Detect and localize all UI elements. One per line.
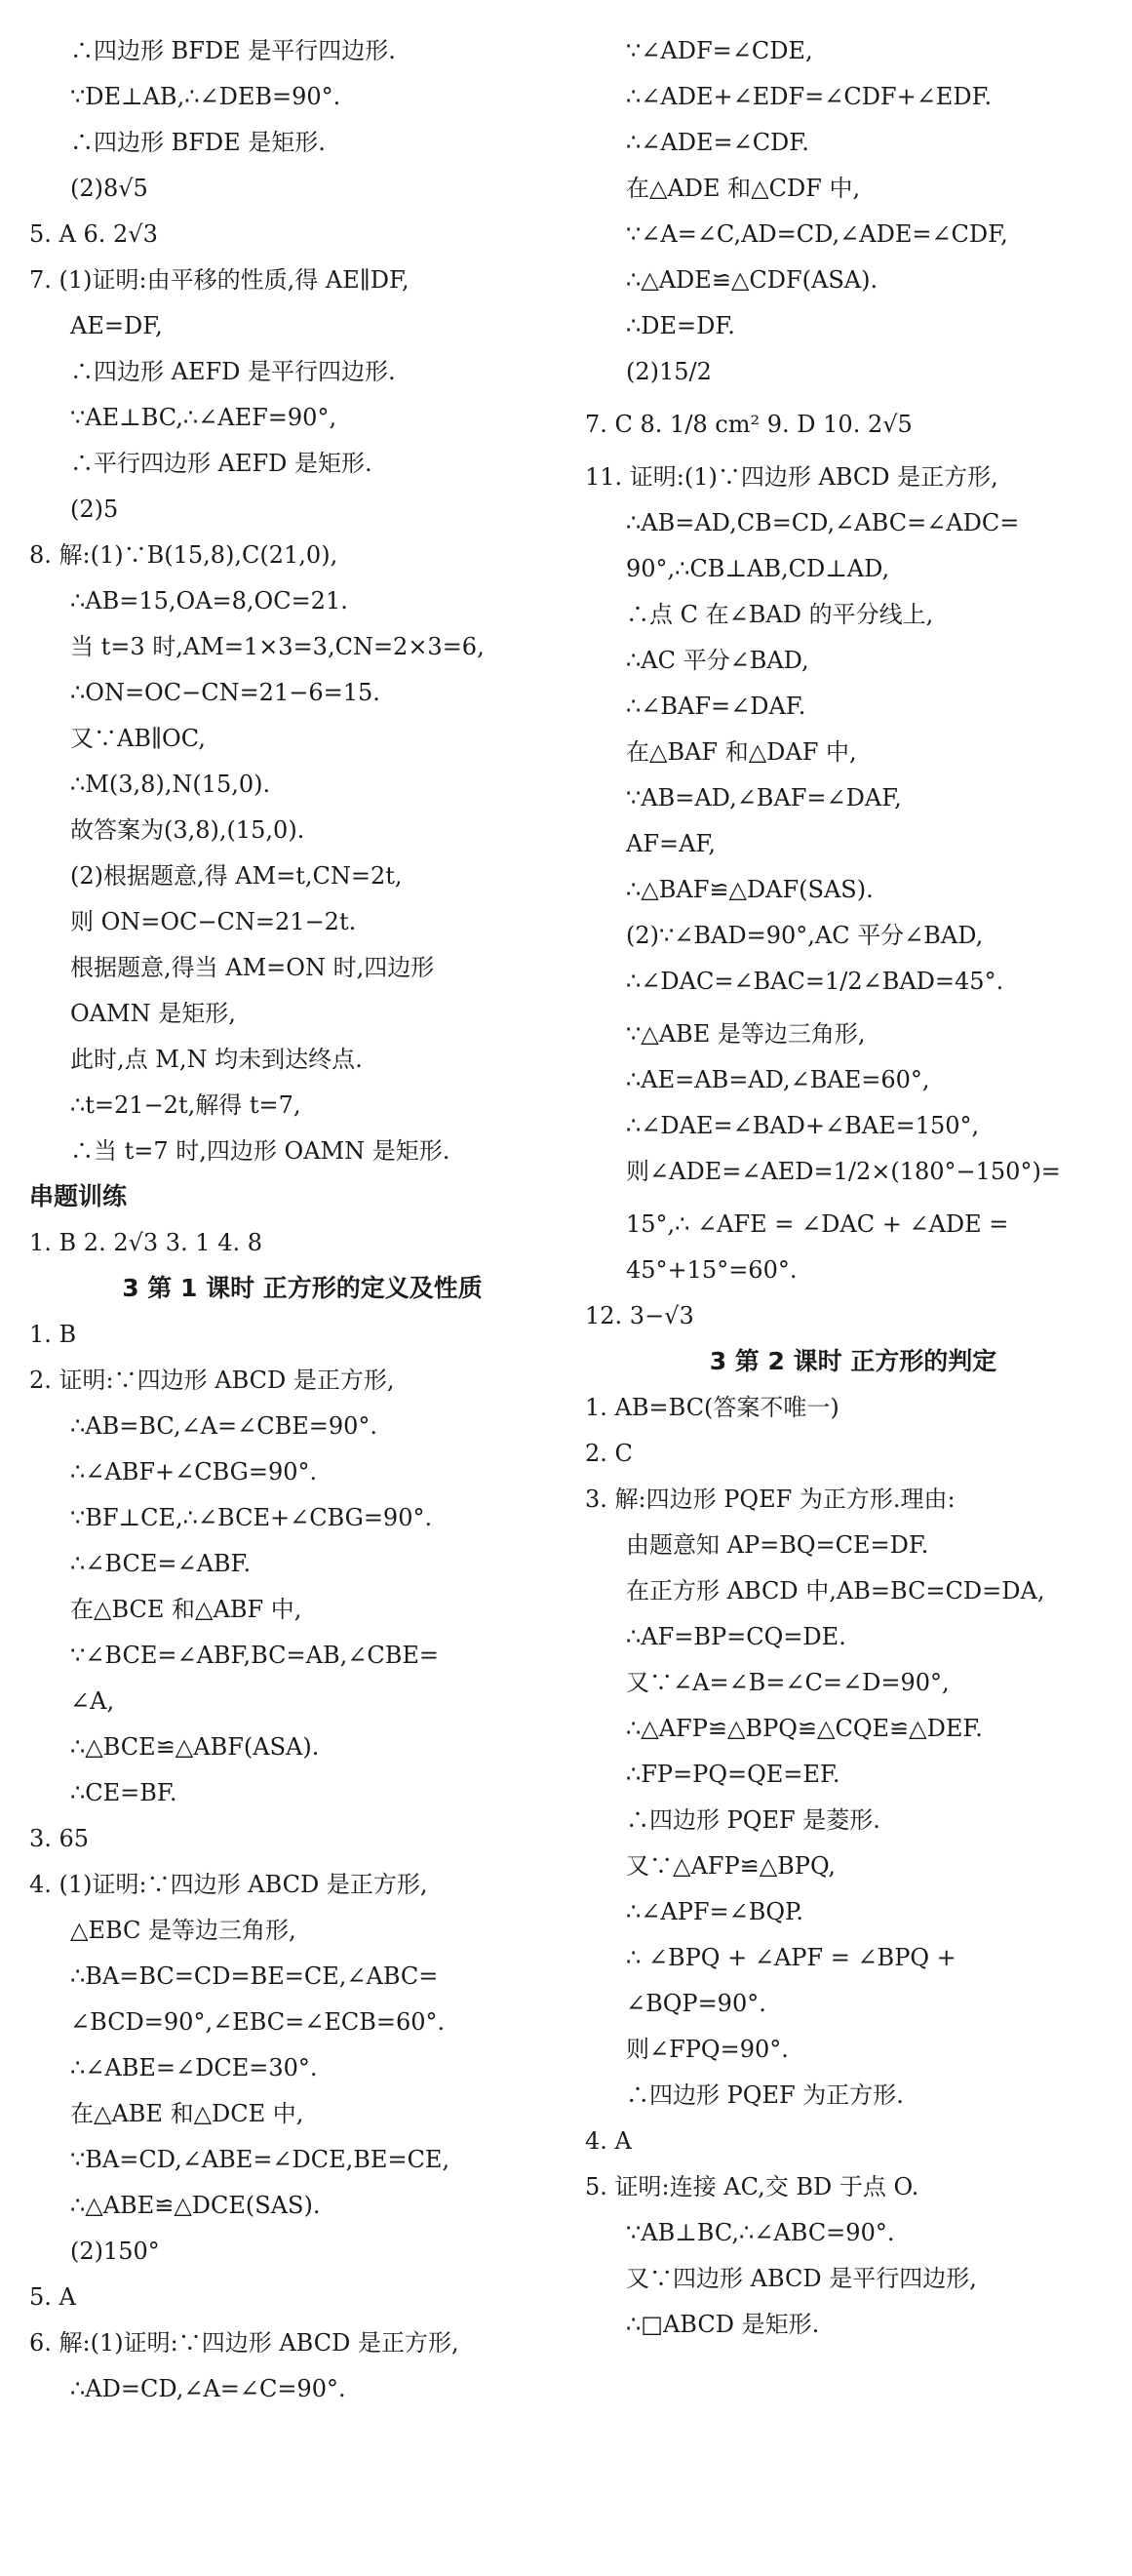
text-line: 12. 3−√3 <box>585 1302 694 1329</box>
text-line: (2)150° <box>70 2238 160 2265</box>
text-line: ∴AB=15,OA=8,OC=21. <box>70 587 348 614</box>
text-line: ∴平行四边形 AEFD 是矩形. <box>70 450 372 477</box>
text-line: 90°,∴CB⊥AB,CD⊥AD, <box>626 555 890 582</box>
text-line: 15°,∴ ∠AFE = ∠DAC + ∠ADE = <box>626 1210 1009 1238</box>
text-line: AE=DF, <box>70 312 163 339</box>
text-line: ∴∠ABE=∠DCE=30°. <box>70 2054 318 2081</box>
text-line: ∴AC 平分∠BAD, <box>626 647 809 674</box>
text-line: 4. A <box>585 2127 632 2155</box>
left-column <box>29 37 575 2421</box>
text-line: ∵AB=AD,∠BAF=∠DAF, <box>626 784 902 812</box>
text-line: 7. C 8. 1/8 cm² 9. D 10. 2√5 <box>585 411 913 438</box>
text-line: 当 t=3 时,AM=1×3=3,CN=2×3=6, <box>70 633 485 660</box>
text-line: ∴△AFP≌△BPQ≌△CQE≌△DEF. <box>626 1715 983 1742</box>
text-line: ∴ ∠BPQ + ∠APF = ∠BPQ + <box>626 1944 956 1971</box>
text-line: (2)根据题意,得 AM=t,CN=2t, <box>70 862 403 890</box>
text-line: 在△ADE 和△CDF 中, <box>626 175 861 202</box>
text-line: 8. 解:(1)∵B(15,8),C(21,0), <box>29 541 338 569</box>
text-line: (2)8√5 <box>70 175 148 202</box>
text-line: ∵∠A=∠C,AD=CD,∠ADE=∠CDF, <box>626 220 1008 248</box>
text-line: ∴AD=CD,∠A=∠C=90°. <box>70 2375 346 2402</box>
text-line: 3. 65 <box>29 1825 90 1852</box>
text-line: ∴∠BCE=∠ABF. <box>70 1550 252 1577</box>
text-line: 11. 证明:(1)∵四边形 ABCD 是正方形, <box>585 463 998 491</box>
text-line: 在△ABE 和△DCE 中, <box>70 2100 304 2127</box>
text-line: ∴四边形 PQEF 为正方形. <box>626 2081 904 2109</box>
text-line: 在△BAF 和△DAF 中, <box>626 738 857 766</box>
text-line: ∴DE=DF. <box>626 312 735 339</box>
text-line: (2)15/2 <box>626 358 712 385</box>
text-line: ∴FP=PQ=QE=EF. <box>626 1761 840 1788</box>
text-line: 1. B 2. 2√3 3. 1 4. 8 <box>29 1229 263 1256</box>
text-line: ∵BA=CD,∠ABE=∠DCE,BE=CE, <box>70 2146 450 2173</box>
text-line: ∵DE⊥AB,∴∠DEB=90°. <box>70 83 341 110</box>
text-line: ∴∠ABF+∠CBG=90°. <box>70 1458 318 1486</box>
text-line: 5. A <box>29 2283 76 2311</box>
text-line: 1. B <box>29 1321 77 1348</box>
text-line: ∴△BCE≌△ABF(ASA). <box>70 1733 320 1761</box>
text-line: 则∠ADE=∠AED=1/2×(180°−150°)= <box>626 1158 1061 1185</box>
text-line: ∴∠DAE=∠BAD+∠BAE=150°, <box>626 1112 980 1139</box>
text-line: ∴AE=AB=AD,∠BAE=60°, <box>626 1066 930 1093</box>
text-line: 5. 证明:连接 AC,交 BD 于点 O. <box>585 2173 919 2200</box>
text-line: ∵BF⊥CE,∴∠BCE+∠CBG=90°. <box>70 1504 433 1531</box>
text-line: 4. (1)证明:∵四边形 ABCD 是正方形, <box>29 1871 428 1898</box>
text-line: 3. 解:四边形 PQEF 为正方形.理由: <box>585 1486 956 1513</box>
text-line: 2. C <box>585 1440 633 1467</box>
text-line: ∵AB⊥BC,∴∠ABC=90°. <box>626 2219 895 2246</box>
text-line: ∴AB=AD,CB=CD,∠ABC=∠ADC= <box>626 509 1020 536</box>
text-line: 又∵△AFP≌△BPQ, <box>626 1852 837 1880</box>
text-line: 45°+15°=60°. <box>626 1256 798 1284</box>
text-line: 又∵∠A=∠B=∠C=∠D=90°, <box>626 1669 950 1696</box>
text-line: 2. 证明:∵四边形 ABCD 是正方形, <box>29 1367 395 1394</box>
text-line: ∵∠BCE=∠ABF,BC=AB,∠CBE= <box>70 1642 439 1669</box>
text-line: ∴CE=BF. <box>70 1779 177 1806</box>
text-line: AF=AF, <box>626 830 716 857</box>
text-line: ∴四边形 AEFD 是平行四边形. <box>70 358 396 385</box>
text-line: 在正方形 ABCD 中,AB=BC=CD=DA, <box>626 1577 1045 1605</box>
text-line: 此时,点 M,N 均未到达终点. <box>70 1046 363 1073</box>
text-line: OAMN 是矩形, <box>70 1000 236 1027</box>
text-line: (2)5 <box>70 495 119 523</box>
text-line: 根据题意,得当 AM=ON 时,四边形 <box>70 954 435 981</box>
text-line: ∴AF=BP=CQ=DE. <box>626 1623 846 1650</box>
text-line: ∴四边形 BFDE 是矩形. <box>70 129 326 156</box>
text-line: 6. 解:(1)证明:∵四边形 ABCD 是正方形, <box>29 2329 459 2357</box>
text-line: (2)∵∠BAD=90°,AC 平分∠BAD, <box>626 922 984 949</box>
text-line: ∴M(3,8),N(15,0). <box>70 771 271 798</box>
text-line: ∴四边形 PQEF 是菱形. <box>626 1806 880 1834</box>
text-line: ∴△ADE≌△CDF(ASA). <box>626 266 878 294</box>
text-line: 5. A 6. 2√3 <box>29 220 158 248</box>
text-line: 又∵四边形 ABCD 是平行四边形, <box>626 2265 977 2292</box>
text-line: ∴当 t=7 时,四边形 OAMN 是矩形. <box>70 1137 450 1165</box>
text-line: 则∠FPQ=90°. <box>626 2036 789 2063</box>
text-line: ∴t=21−2t,解得 t=7, <box>70 1091 301 1119</box>
section-heading: 3 第 1 课时 正方形的定义及性质 <box>122 1274 483 1302</box>
text-line: 由题意知 AP=BQ=CE=DF. <box>626 1531 929 1559</box>
text-line: △EBC 是等边三角形, <box>70 1917 296 1944</box>
text-line: 则 ON=OC−CN=21−2t. <box>70 908 357 935</box>
text-line: ∴△BAF≌△DAF(SAS). <box>626 876 874 903</box>
text-line: ∠BCD=90°,∠EBC=∠ECB=60°. <box>70 2008 446 2036</box>
text-line: 1. AB=BC(答案不唯一) <box>585 1394 839 1421</box>
text-line: ∴∠DAC=∠BAC=1/2∠BAD=45°. <box>626 968 1004 995</box>
text-line: 7. (1)证明:由平移的性质,得 AE∥DF, <box>29 266 410 294</box>
text-line: ∵∠ADF=∠CDE, <box>626 37 813 64</box>
text-line: ∴□ABCD 是矩形. <box>626 2311 820 2338</box>
text-line: ∴ON=OC−CN=21−6=15. <box>70 679 380 706</box>
text-line: 故答案为(3,8),(15,0). <box>70 816 305 844</box>
section-heading: 3 第 2 课时 正方形的判定 <box>709 1347 997 1375</box>
text-line: ∴BA=BC=CD=BE=CE,∠ABC= <box>70 1962 439 1990</box>
text-line: ∴∠ADE=∠CDF. <box>626 129 809 156</box>
text-line: 在△BCE 和△ABF 中, <box>70 1596 302 1623</box>
text-line: ∴四边形 BFDE 是平行四边形. <box>70 37 396 64</box>
section-heading: 串题训练 <box>29 1182 128 1210</box>
text-line: ∴∠ADE+∠EDF=∠CDF+∠EDF. <box>626 83 993 110</box>
text-line: ∴∠APF=∠BQP. <box>626 1898 803 1925</box>
text-line: ∴点 C 在∠BAD 的平分线上, <box>626 601 934 628</box>
text-line: ∴△ABE≌△DCE(SAS). <box>70 2192 321 2219</box>
text-line: 又∵AB∥OC, <box>70 725 206 752</box>
text-line: ∵AE⊥BC,∴∠AEF=90°, <box>70 404 337 431</box>
text-line: ∠BQP=90°. <box>626 1990 766 2017</box>
text-line: ∴AB=BC,∠A=∠CBE=90°. <box>70 1412 378 1440</box>
right-column <box>585 37 1121 2357</box>
text-line: ∠A, <box>70 1687 115 1715</box>
text-line: ∵△ABE 是等边三角形, <box>626 1020 866 1048</box>
text-line: ∴∠BAF=∠DAF. <box>626 693 806 720</box>
